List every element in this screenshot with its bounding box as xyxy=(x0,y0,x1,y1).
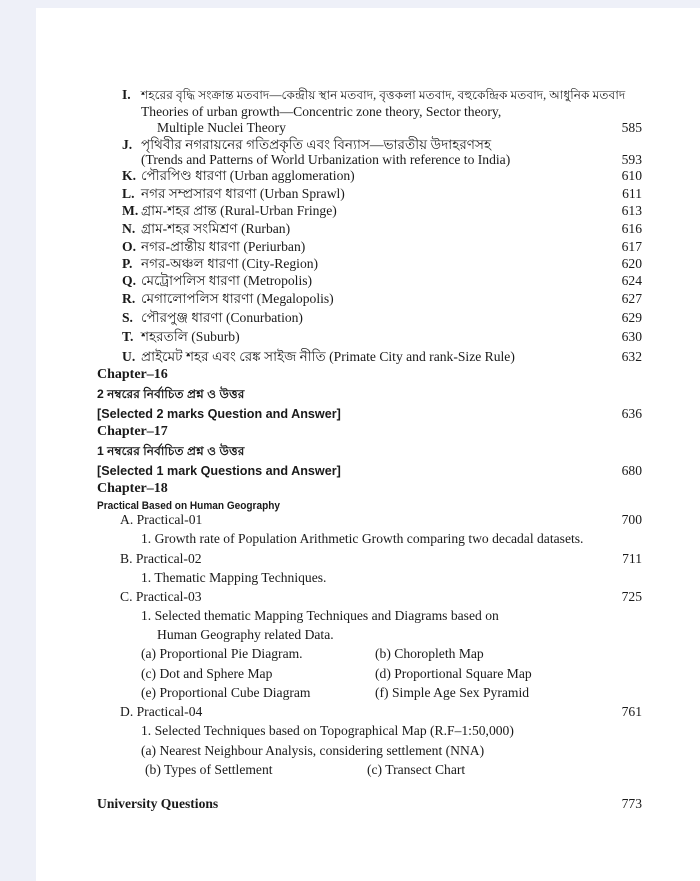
practical-04-settlement: (b) Types of Settlement xyxy=(145,762,273,777)
entry-j-english: (Trends and Patterns of World Urbanization with reference to India) xyxy=(141,152,511,167)
entry-n-page: 616 xyxy=(621,221,642,236)
chapter-17-page: 680 xyxy=(621,463,642,478)
option-d: (d) Proportional Square Map xyxy=(375,666,532,681)
entry-u-page: 632 xyxy=(621,349,642,364)
entry-m-page: 613 xyxy=(621,203,642,218)
toc-entry-u: U. প্রাইমেট শহর এবং রেঙ্ক সাইজ নীতি (Primate City and rank-Size Rule) xyxy=(122,349,515,364)
chapter-16-title: Chapter–16 xyxy=(97,367,168,382)
option-a: (a) Proportional Pie Diagram. xyxy=(141,646,303,661)
practical-02-page: 711 xyxy=(622,551,642,566)
chapter-18-title: Chapter–18 xyxy=(97,481,168,496)
practical-02-item: 1. Thematic Mapping Techniques. xyxy=(141,570,327,585)
university-questions-label: University Questions xyxy=(97,796,219,811)
practical-01-page: 700 xyxy=(621,512,642,527)
practical-01-item: 1. Growth rate of Population Arithmetic Growth comparing two decadal datasets. xyxy=(141,531,584,546)
entry-q-page: 624 xyxy=(621,273,642,288)
toc-entry-t: T. শহরতলি (Suburb) xyxy=(122,329,240,344)
practical-04-nna: (a) Nearest Neighbour Analysis, considering settlement (NNA) xyxy=(141,743,485,758)
option-b: (b) Choropleth Map xyxy=(375,646,484,661)
practical-04-item: 1. Selected Techniques based on Topographical Map (R.F–1:50,000) xyxy=(141,723,514,738)
option-f: (f) Simple Age Sex Pyramid xyxy=(375,685,530,700)
toc-entry-r: R. মেগালোপলিস ধারণা (Megalopolis) xyxy=(122,291,334,306)
entry-i-bengali: শহরের বৃদ্ধি সংক্রান্ত মতবাদ—কেন্দ্রীয় স্থান মতবাদ, বৃত্তকলা মতবাদ, বহুকেন্দ্রিক মতবাদ, আধুনিক মতবাদ xyxy=(141,88,626,102)
entry-s-page: 629 xyxy=(621,310,642,325)
practical-04-label: D. Practical-04 xyxy=(120,704,203,719)
toc-entry-o: O. নগর-প্রান্তীয় ধারণা (Periurban) xyxy=(122,239,306,254)
chapter-16-page: 636 xyxy=(621,406,642,421)
practical-01-label: A. Practical-01 xyxy=(120,512,203,527)
document-page xyxy=(36,8,700,881)
practical-04-transect: (c) Transect Chart xyxy=(367,762,466,777)
practical-04-page: 761 xyxy=(621,704,642,719)
practical-03-page: 725 xyxy=(621,589,642,604)
option-c: (c) Dot and Sphere Map xyxy=(141,666,273,681)
entry-o-page: 617 xyxy=(621,239,642,254)
chapter-17-title: Chapter–17 xyxy=(97,424,168,439)
entry-l-page: 611 xyxy=(622,186,642,201)
chapter-16-bengali: 2 নম্বরের নির্বাচিত প্রশ্ন ও উত্তর xyxy=(97,387,245,401)
toc-entry-s: S. পৌরপুঞ্জ ধারণা (Conurbation) xyxy=(122,310,303,325)
toc-entry-l: L. নগর সম্প্রসারণ ধারণা (Urban Sprawl) xyxy=(122,186,345,201)
toc-entry-m: M. গ্রাম-শহর প্রান্ত (Rural-Urban Fringe) xyxy=(122,203,337,218)
entry-i-english-line1: Theories of urban growth—Concentric zone theory, Sector theory, xyxy=(141,104,502,119)
entry-i-english-line2: Multiple Nuclei Theory xyxy=(157,120,286,135)
practical-03-label: C. Practical-03 xyxy=(120,589,202,604)
toc-entry-q: Q. মেট্রোপলিস ধারণা (Metropolis) xyxy=(122,273,313,288)
toc-entry-p: P. নগর-অঞ্চল ধারণা (City-Region) xyxy=(122,256,319,271)
practical-03-item-line1: 1. Selected thematic Mapping Techniques and Diagrams based on xyxy=(141,608,499,623)
entry-j-bengali: পৃথিবীর নগরায়নের গতিপ্রকৃতি এবং বিন্যাস—ভারতীয় উদাহরণসহ xyxy=(141,137,492,152)
chapter-17-bengali: 1 নম্বরের নির্বাচিত প্রশ্ন ও উত্তর xyxy=(97,444,245,458)
entry-p-page: 620 xyxy=(621,256,642,271)
chapter-16-english: [Selected 2 marks Question and Answer] xyxy=(97,407,341,421)
entry-i-page: 585 xyxy=(621,120,642,135)
entry-t-page: 630 xyxy=(621,329,642,344)
chapter-17-english: [Selected 1 mark Questions and Answer] xyxy=(97,464,341,478)
chapter-18-subtitle: Practical Based on Human Geography xyxy=(97,500,280,512)
entry-k-page: 610 xyxy=(621,168,642,183)
practical-02-label: B. Practical-02 xyxy=(120,551,202,566)
entry-r-page: 627 xyxy=(621,291,642,306)
toc-entry-n: N. গ্রাম-শহর সংমিশ্রণ (Rurban) xyxy=(122,221,291,236)
entry-j-page: 593 xyxy=(621,152,642,167)
university-questions-page: 773 xyxy=(621,796,642,811)
practical-03-item-line2: Human Geography related Data. xyxy=(157,627,334,642)
toc-entry-i: I. শহরের বৃদ্ধি সংক্রান্ত মতবাদ—কেন্দ্রীয় স্থান মতবাদ, বৃত্তকলা মতবাদ, বহুকেন্দ্রিক মতবাদ, আধুনিক মতবাদ xyxy=(122,87,626,102)
toc-entry-j: J. পৃথিবীর নগরায়নের গতিপ্রকৃতি এবং বিন্যাস—ভারতীয় উদাহরণসহ xyxy=(122,137,492,152)
option-e: (e) Proportional Cube Diagram xyxy=(141,685,311,700)
toc-entry-k: K. পৌরপিণ্ড ধারণা (Urban agglomeration) xyxy=(122,168,355,183)
